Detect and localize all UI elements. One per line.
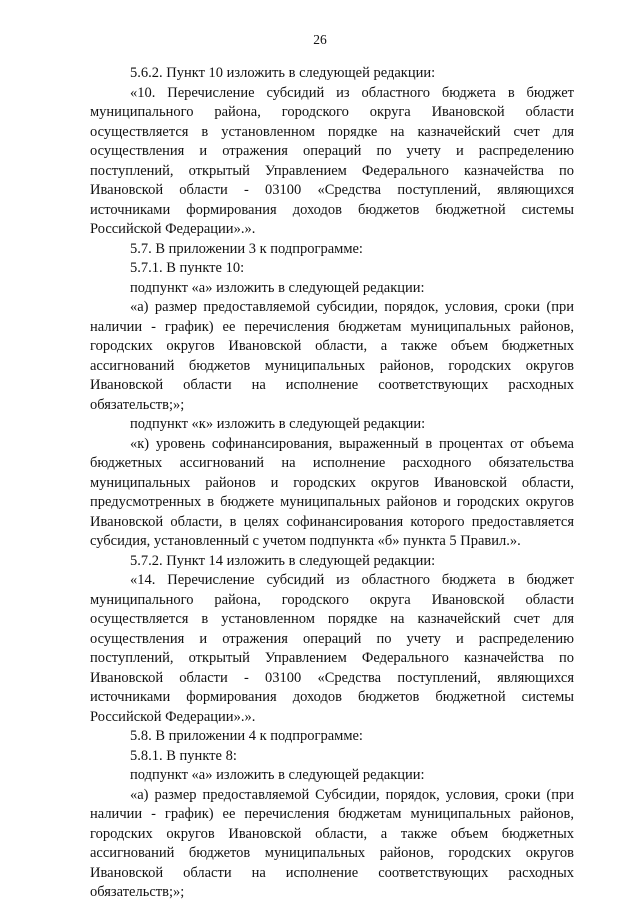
document-body bbox=[90, 64, 574, 903]
paragraph-subitem-k-intro: подпункт «к» изложить в следующей редакции: bbox=[130, 416, 426, 432]
paragraph-5-7: 5.7. В приложении 3 к подпрограмме: bbox=[130, 240, 363, 257]
paragraph-5-8: 5.8. В приложении 4 к подпрограмме: bbox=[130, 728, 363, 744]
paragraph-5-6-2: 5.6.2. Пункт 10 изложить в следующей редакции: bbox=[130, 65, 436, 81]
paragraph-subitem-a-intro: подпункт «а» изложить в следующей редакции: bbox=[130, 279, 425, 296]
page-number: 26 bbox=[313, 32, 327, 47]
paragraph-5-7-1: 5.7.1. В пункте 10: bbox=[130, 260, 245, 276]
paragraph-subitem-k-text: «к) уровень софинансирования, выраженный в процентах от объема бюджетных ассигнований на исполнение расходного обязательства муниципальных районов и городских округов Ивановской области, предусмотренных в бюджете муниципальных районов и городских округов Ивановской области, в целях софинансирования которого предоставляется субсидия, установленный с учетом подпункта «б» пункта 5 Правил.». bbox=[90, 435, 574, 549]
paragraph-item-14-text: «14. Перечисление субсидий из областного бюджета в бюджет муниципального района, городского округа Ивановской области осуществляется в установленном порядке на казначейский счет для осуществления и отражения операций по учету и распределению поступлений, открытый Управлением Федерального казначейства по Ивановской области - 03100 «Средства поступлений, являющихся источниками формирования доходов бюджетов бюджетной системы Российской Федерации».». bbox=[90, 572, 574, 725]
paragraph-subitem-a-intro-2: подпункт «а» изложить в следующей редакции: bbox=[130, 767, 425, 783]
paragraph-subitem-a-text-2: «а) размер предоставляемой Субсидии, порядок, условия, сроки (при наличии - график) ее перечисления бюджетам муниципальных районов, городских округов Ивановской области, а также объем бюджетных ассигнований бюджетов муниципальных районов, городских округов Ивановской области на исполнение соответствующих расходных обязательств;»; bbox=[90, 786, 574, 900]
paragraph-5-8-1: 5.8.1. В пункте 8: bbox=[130, 747, 237, 764]
paragraph-5-7-2: 5.7.2. Пункт 14 изложить в следующей редакции: bbox=[130, 552, 436, 569]
paragraph-subitem-a-text: «а) размер предоставляемой субсидии, порядок, условия, сроки (при наличии - график) ее перечисления бюджетам муниципальных районов, городских округов Ивановской области, а также объем бюджетных ассигнований бюджетов муниципальных районов, городских округов Ивановской области на исполнение соответствующих расходных обязательств;»; bbox=[90, 299, 574, 413]
paragraph-item-10-text: «10. Перечисление субсидий из областного бюджета в бюджет муниципального района, городского округа Ивановской области осуществляется в установленном порядке на казначейский счет для осуществления и отражения операций по учету и распределению поступлений, открытый Управлением Федерального казначейства по Ивановской области - 03100 «Средства поступлений, являющихся источниками формирования доходов бюджетов бюджетной системы Российской Федерации».». bbox=[90, 84, 574, 237]
